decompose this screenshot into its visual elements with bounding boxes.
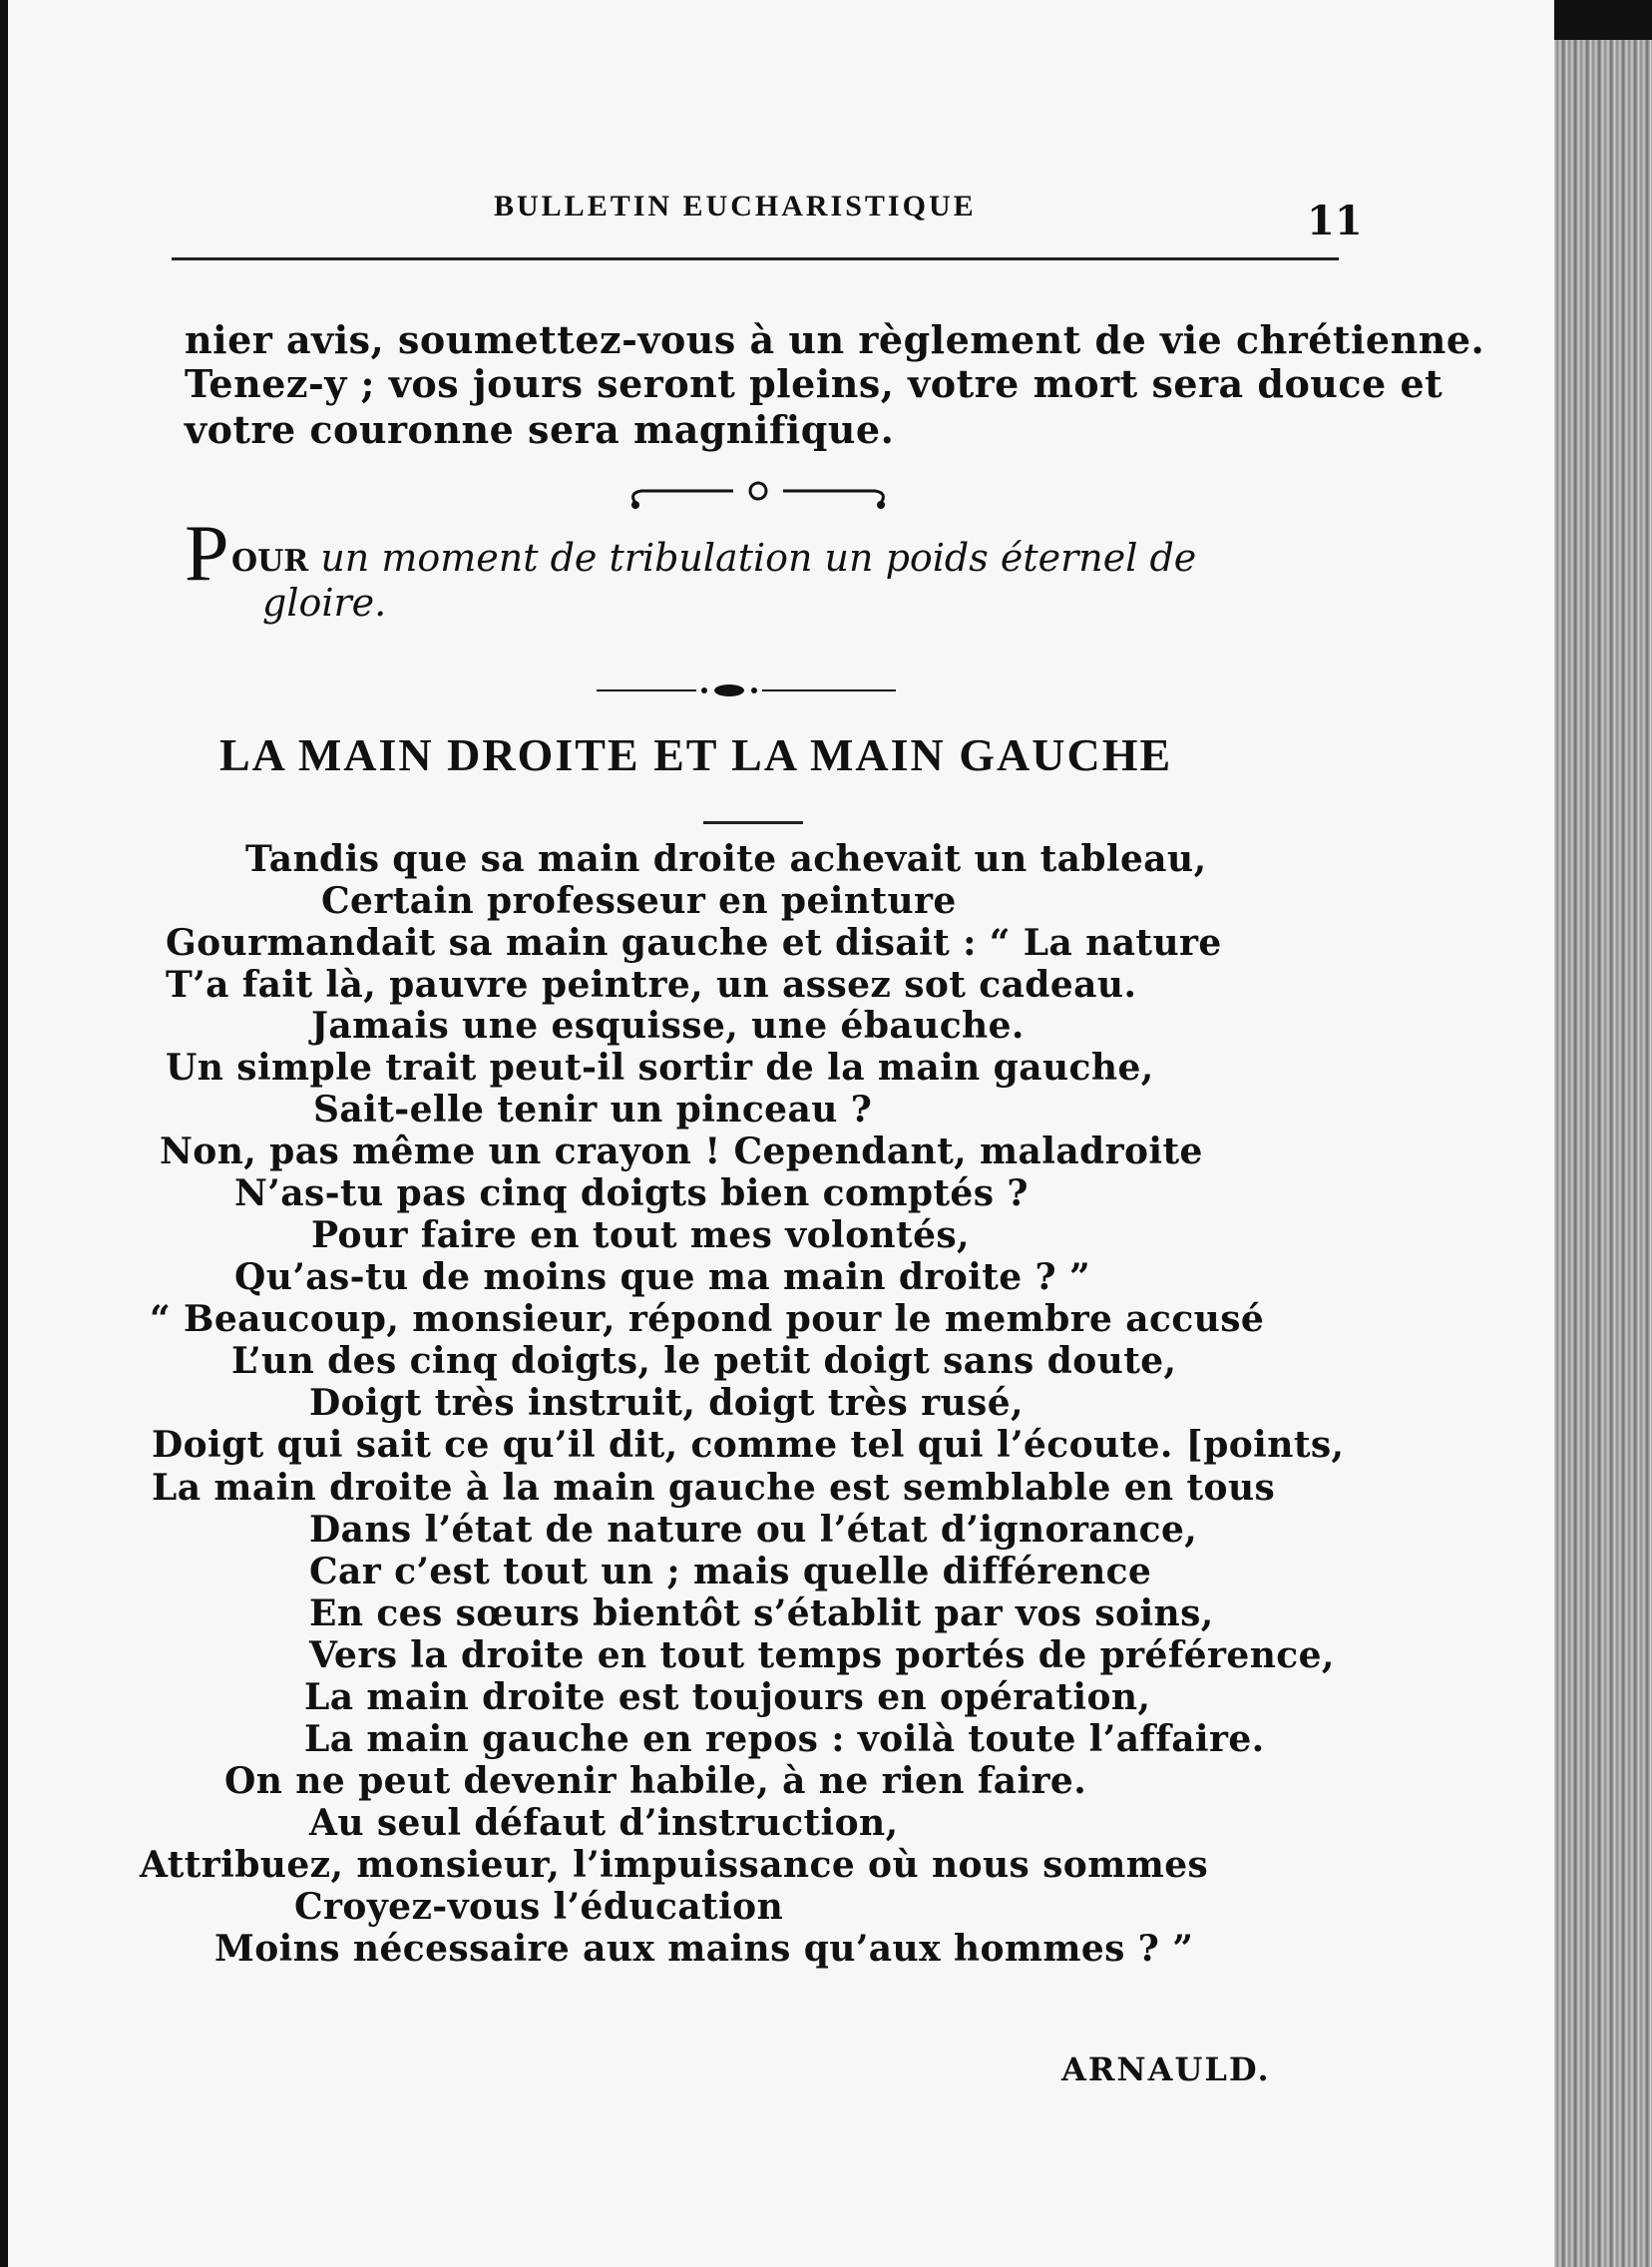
quote-line-1 xyxy=(231,536,1196,580)
poem-line: Doigt très instruit, doigt très rusé, xyxy=(309,1382,1024,1424)
poem-line: Jamais une esquisse, une ébauche. xyxy=(311,1005,1025,1047)
title-rule xyxy=(703,821,803,824)
running-title: BULLETIN EUCHARISTIQUE xyxy=(494,190,977,223)
poem-line: La main gauche en repos : voilà toute l’affaire. xyxy=(304,1718,1265,1760)
page-number: 11 xyxy=(1307,198,1363,244)
poem-line: T’a fait là, pauvre peintre, un assez sot cadeau. xyxy=(166,964,1137,1006)
poem-line: Sait-elle tenir un pinceau ? xyxy=(313,1089,873,1131)
poem-author: ARNAULD. xyxy=(1061,2050,1271,2088)
poem-line: Un simple trait peut-il sortir de la main gauche, xyxy=(166,1047,1154,1089)
poem-line: Dans l’état de nature ou l’état d’ignorance, xyxy=(309,1509,1198,1551)
intro-line: votre couronne sera magnifique. xyxy=(185,407,895,452)
quote-small-caps: OUR xyxy=(231,544,309,579)
poem-line: L’un des cinq doigts, le petit doigt sans doute, xyxy=(231,1340,1177,1382)
intro-line: Tenez-y ; vos jours seront pleins, votre mort sera douce et xyxy=(185,361,1444,406)
poem-title: LA MAIN DROITE ET LA MAIN GAUCHE xyxy=(219,729,1173,780)
poem-line: Gourmandait sa main gauche et disait : “ La nature xyxy=(166,922,1222,964)
poem-line: Non, pas même un crayon ! Cependant, maladroite xyxy=(160,1131,1203,1172)
poem-line: On ne peut devenir habile, à ne rien faire. xyxy=(224,1760,1087,1802)
section-divider xyxy=(597,679,896,702)
header-rule xyxy=(172,257,1339,260)
ornament-divider xyxy=(623,479,893,519)
poem-line: La main droite à la main gauche est semblable en tous xyxy=(152,1467,1276,1509)
poem-line: La main droite est toujours en opération, xyxy=(304,1676,1151,1718)
poem-line: Qu’as-tu de moins que ma main droite ? ” xyxy=(234,1256,1091,1298)
intro-line: nier avis, soumettez-vous à un règlement de vie chrétienne. xyxy=(185,317,1485,362)
poem-line: Pour faire en tout mes volontés, xyxy=(311,1214,970,1256)
page-edge xyxy=(1554,40,1652,2267)
poem-line: Moins nécessaire aux mains qu’aux hommes ? ” xyxy=(214,1928,1194,1970)
poem-line: Tandis que sa main droite achevait un tableau, xyxy=(245,838,1207,880)
poem-line: Attribuez, monsieur, l’impuissance où nous sommes xyxy=(140,1844,1209,1886)
drop-cap: P xyxy=(185,510,229,598)
poem-line: “ Beaucoup, monsieur, répond pour le membre accusé xyxy=(150,1298,1265,1340)
poem-line: Vers la droite en tout temps portés de préférence, xyxy=(309,1634,1335,1676)
poem-line: Au seul défaut d’instruction, xyxy=(309,1802,899,1844)
poem-line: En ces sœurs bientôt s’établit par vos soins, xyxy=(309,1592,1214,1634)
poem-line: Doigt qui sait ce qu’il dit, comme tel qui l’écoute. [points, xyxy=(152,1424,1345,1466)
poem-line: Certain professeur en peinture xyxy=(321,880,957,922)
poem-line: N’as-tu pas cinq doigts bien comptés ? xyxy=(234,1172,1029,1214)
quote-line-2: gloire. xyxy=(262,581,387,625)
quote-line-1-text: un moment de tribulation un poids éternel de xyxy=(320,536,1197,580)
poem-line: Croyez-vous l’éducation xyxy=(294,1886,784,1928)
poem-line: Car c’est tout un ; mais quelle différence xyxy=(309,1551,1152,1592)
